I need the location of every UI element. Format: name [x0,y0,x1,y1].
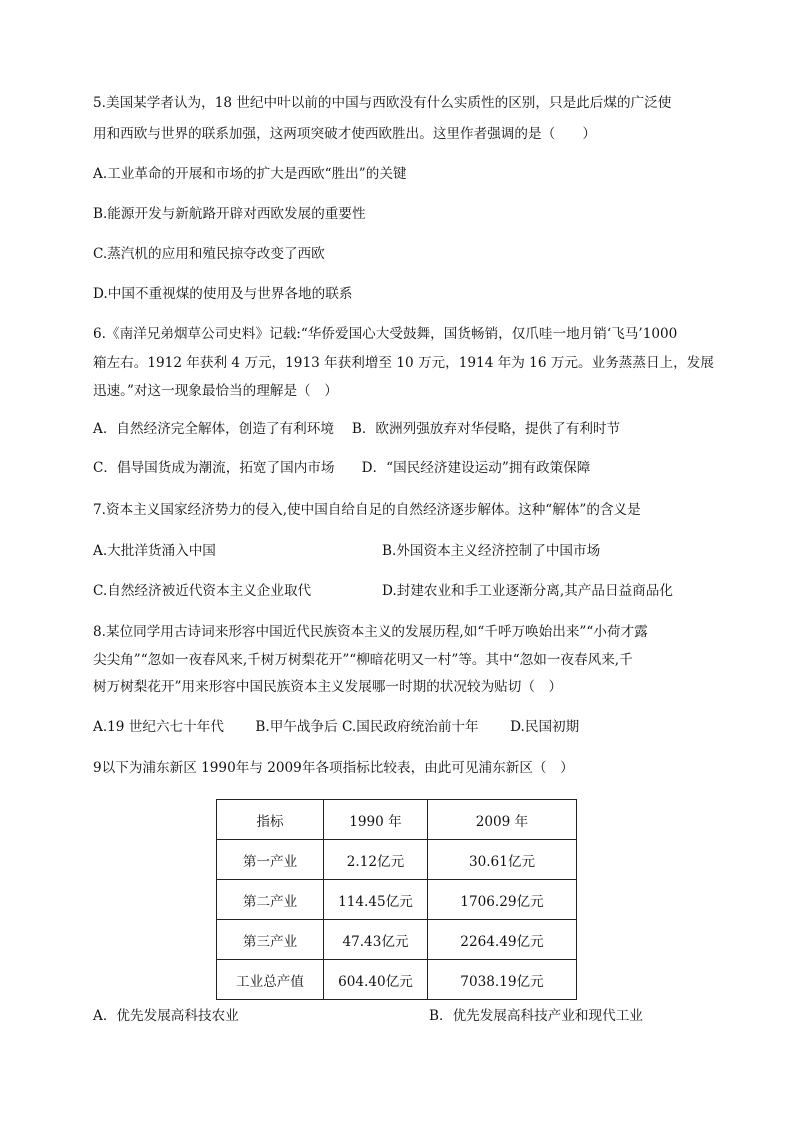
table-cell: 30.61亿元 [428,840,577,880]
table-cell: 7038.19亿元 [428,960,577,1000]
q8-options: A.19 世纪六七十年代 B.甲午战争后 C.国民政府统治前十年 D.民国初期 [93,719,580,735]
table-header-row [217,800,577,840]
q7-option-c: C.自然经济被近代资本主义企业取代 [93,583,312,599]
table-cell: 2.12亿元 [324,840,428,880]
q9-option-b: B．优先发展高科技产业和现代工业 [429,1008,643,1024]
table-cell: 2264.49亿元 [428,920,577,960]
q5-option-c: C.蒸汽机的应用和殖民掠夺改变了西欧 [93,246,325,262]
table-cell: 第二产业 [217,880,324,920]
q8-stem-line-1: 8.某位同学用古诗词来形容中国近代民族资本主义的发展历程,如“千呼万唤始出来”“小荷才露 [93,624,648,640]
q7-option-a: A.大批洋货涌入中国 [93,543,216,559]
q5-stem-line-2: 用和西欧与世界的联系加强，这两项突破才使西欧胜出。这里作者强调的是（ ） [93,126,596,142]
table-cell: 第三产业 [217,920,324,960]
table-row [217,840,577,880]
table-header-cell: 指标 [217,800,324,840]
table-cell: 第一产业 [217,840,324,880]
q5-option-b: B.能源开发与新航路开辟对西欧发展的重要性 [93,206,366,222]
q5-stem-line-1: 5.美国某学者认为，18 世纪中叶以前的中国与西欧没有什么实质性的区别，只是此后煤的广泛使 [93,95,672,111]
q6-stem-line-2: 箱左右。1912 年获利 4 万元，1913 年获利增至 10 万元，1914 年为 16 万元。业务蒸蒸日上，发展 [93,355,714,371]
q7-option-b: B.外国资本主义经济控制了中国市场 [382,543,601,559]
table-row [217,920,577,960]
q5-option-d: D.中国不重视煤的使用及与世界各地的联系 [93,286,353,302]
table-cell: 工业总产值 [217,960,324,1000]
table-cell: 604.40亿元 [324,960,428,1000]
table-cell: 47.43亿元 [324,920,428,960]
q6-options-ab: A．自然经济完全解体，创造了有利环境 B．欧洲列强放弃对华侵略，提供了有利时节 [93,421,621,437]
table-cell: 1706.29亿元 [428,880,577,920]
q7-stem: 7.资本主义国家经济势力的侵入,使中国自给自足的自然经济逐步解体。这种“解体”的含义是 [93,502,641,518]
q6-options-cd: C．倡导国货成为潮流，拓宽了国内市场 D．“国民经济建设运动”拥有政策保障 [93,460,591,476]
q6-stem-line-1: 6.《南洋兄弟烟草公司史料》记载:“华侨爱国心大受鼓舞，国货畅销，仅爪哇一地月销‘飞马’1000 [93,326,678,342]
q8-stem-line-2: 尖尖角”“忽如一夜春风来,千树万树梨花开”“柳暗花明又一村”等。其中“忽如一夜春风来,千 [93,652,633,668]
table-row [217,880,577,920]
table-header-cell: 2009 年 [428,800,577,840]
q5-option-a: A.工业革命的开展和市场的扩大是西欧“胜出”的关键 [93,166,407,182]
q8-stem-line-3: 树万树梨花开”用来形容中国民族资本主义发展哪一时期的状况较为贴切（ ） [93,679,563,695]
q9-stem: 9以下为浦东新区 1990年与 2009年各项指标比较表，由此可见浦东新区（ ） [93,760,574,776]
q6-stem-line-3: 迅速。”对这一现象最恰当的理解是（ ） [93,383,338,399]
q9-option-a: A．优先发展高科技农业 [93,1008,239,1024]
pudong-indicator-table [216,799,577,1000]
table-header-cell: 1990 年 [324,800,428,840]
table-cell: 114.45亿元 [324,880,428,920]
q7-option-d: D.封建农业和手工业逐渐分离,其产品日益商品化 [382,583,673,599]
table-row [217,960,577,1000]
